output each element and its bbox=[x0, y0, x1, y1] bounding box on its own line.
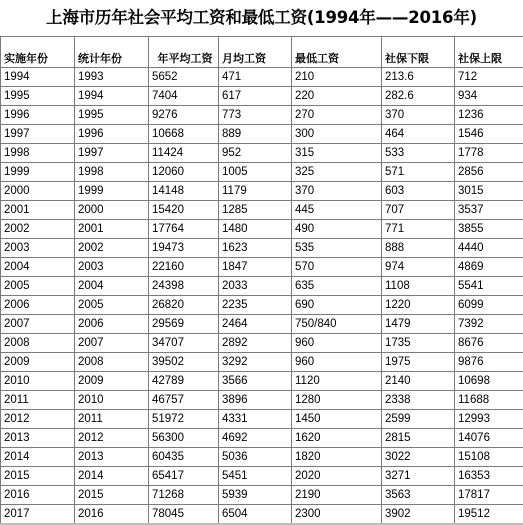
table-cell: 570 bbox=[292, 258, 382, 277]
table-cell: 2015 bbox=[1, 467, 75, 486]
table-cell: 2599 bbox=[382, 410, 455, 429]
table-cell: 533 bbox=[382, 144, 455, 163]
table-cell: 2017 bbox=[1, 505, 75, 525]
table-cell: 1998 bbox=[75, 163, 149, 182]
table-row bbox=[1, 106, 523, 125]
header-cell: 月均工资 bbox=[219, 37, 292, 68]
table-row bbox=[1, 182, 523, 201]
table-cell: 464 bbox=[382, 125, 455, 144]
wage-table bbox=[0, 36, 523, 525]
table-cell: 2020 bbox=[292, 467, 382, 486]
table-cell: 5939 bbox=[219, 486, 292, 505]
header-cell: 统计年份 bbox=[75, 37, 149, 68]
table-cell: 1975 bbox=[382, 353, 455, 372]
table-cell: 773 bbox=[219, 106, 292, 125]
table-cell: 370 bbox=[382, 106, 455, 125]
table-cell: 1999 bbox=[75, 182, 149, 201]
table-cell: 1735 bbox=[382, 334, 455, 353]
table-row bbox=[1, 239, 523, 258]
table-cell: 2007 bbox=[1, 315, 75, 334]
table-cell: 1994 bbox=[75, 87, 149, 106]
table-cell: 9276 bbox=[149, 106, 219, 125]
table-cell: 14148 bbox=[149, 182, 219, 201]
table-cell: 1994 bbox=[1, 68, 75, 87]
table-row bbox=[1, 334, 523, 353]
table-cell: 771 bbox=[382, 220, 455, 239]
table-cell: 2001 bbox=[1, 201, 75, 220]
table-cell: 3292 bbox=[219, 353, 292, 372]
table-cell: 19473 bbox=[149, 239, 219, 258]
table-row bbox=[1, 391, 523, 410]
header-cell: 最低工资 bbox=[292, 37, 382, 68]
table-cell: 2190 bbox=[292, 486, 382, 505]
table-cell: 6504 bbox=[219, 505, 292, 525]
table-cell: 974 bbox=[382, 258, 455, 277]
table-row bbox=[1, 448, 523, 467]
table-cell: 7392 bbox=[455, 315, 523, 334]
table-cell: 2013 bbox=[75, 448, 149, 467]
table-cell: 16353 bbox=[455, 467, 523, 486]
table-cell: 571 bbox=[382, 163, 455, 182]
table-cell: 2004 bbox=[1, 258, 75, 277]
table-cell: 10668 bbox=[149, 125, 219, 144]
table-cell: 635 bbox=[292, 277, 382, 296]
table-row bbox=[1, 258, 523, 277]
table-cell: 2002 bbox=[75, 239, 149, 258]
table-cell: 1120 bbox=[292, 372, 382, 391]
table-cell: 3566 bbox=[219, 372, 292, 391]
table-cell: 4331 bbox=[219, 410, 292, 429]
table-cell: 690 bbox=[292, 296, 382, 315]
table-cell: 2014 bbox=[1, 448, 75, 467]
table-cell: 712 bbox=[455, 68, 523, 87]
table-cell: 12993 bbox=[455, 410, 523, 429]
table-cell: 5652 bbox=[149, 68, 219, 87]
table-cell: 1280 bbox=[292, 391, 382, 410]
table-cell: 2002 bbox=[1, 220, 75, 239]
table-cell: 17817 bbox=[455, 486, 523, 505]
table-cell: 2003 bbox=[75, 258, 149, 277]
table-cell: 2300 bbox=[292, 505, 382, 525]
table-cell: 210 bbox=[292, 68, 382, 87]
table-cell: 1997 bbox=[1, 125, 75, 144]
table-cell: 1179 bbox=[219, 182, 292, 201]
table-row bbox=[1, 296, 523, 315]
header-cell: 社保下限 bbox=[382, 37, 455, 68]
table-cell: 960 bbox=[292, 334, 382, 353]
table-cell: 1620 bbox=[292, 429, 382, 448]
table-row bbox=[1, 429, 523, 448]
table-cell: 490 bbox=[292, 220, 382, 239]
table-cell: 3896 bbox=[219, 391, 292, 410]
table-cell: 1480 bbox=[219, 220, 292, 239]
table-row bbox=[1, 505, 523, 525]
table-row bbox=[1, 125, 523, 144]
table-cell: 15108 bbox=[455, 448, 523, 467]
table-cell: 1236 bbox=[455, 106, 523, 125]
table-cell: 2856 bbox=[455, 163, 523, 182]
table-cell: 2004 bbox=[75, 277, 149, 296]
table-cell: 1997 bbox=[75, 144, 149, 163]
table-cell: 9876 bbox=[455, 353, 523, 372]
table-cell: 6099 bbox=[455, 296, 523, 315]
table-cell: 3537 bbox=[455, 201, 523, 220]
table-cell: 8676 bbox=[455, 334, 523, 353]
table-cell: 300 bbox=[292, 125, 382, 144]
table-cell: 10698 bbox=[455, 372, 523, 391]
table-cell: 1108 bbox=[382, 277, 455, 296]
table-row bbox=[1, 372, 523, 391]
table-cell: 2464 bbox=[219, 315, 292, 334]
table-cell: 934 bbox=[455, 87, 523, 106]
table-cell: 1005 bbox=[219, 163, 292, 182]
table-cell: 3022 bbox=[382, 448, 455, 467]
table-cell: 282.6 bbox=[382, 87, 455, 106]
table-cell: 4869 bbox=[455, 258, 523, 277]
table-cell: 12060 bbox=[149, 163, 219, 182]
table-cell: 2815 bbox=[382, 429, 455, 448]
table-cell: 1479 bbox=[382, 315, 455, 334]
table-cell: 888 bbox=[382, 239, 455, 258]
table-cell: 220 bbox=[292, 87, 382, 106]
table-cell: 51972 bbox=[149, 410, 219, 429]
table-row bbox=[1, 315, 523, 334]
table-cell: 14076 bbox=[455, 429, 523, 448]
table-cell: 71268 bbox=[149, 486, 219, 505]
table-row bbox=[1, 87, 523, 106]
table-cell: 3902 bbox=[382, 505, 455, 525]
table-cell: 29569 bbox=[149, 315, 219, 334]
table-cell: 2015 bbox=[75, 486, 149, 505]
table-cell: 1220 bbox=[382, 296, 455, 315]
table-cell: 2010 bbox=[75, 391, 149, 410]
table-cell: 1998 bbox=[1, 144, 75, 163]
table-cell: 60435 bbox=[149, 448, 219, 467]
table-cell: 707 bbox=[382, 201, 455, 220]
table-cell: 56300 bbox=[149, 429, 219, 448]
table-row bbox=[1, 68, 523, 87]
header-cell: 年平均工资 bbox=[149, 37, 219, 68]
table-cell: 1993 bbox=[75, 68, 149, 87]
table-cell: 24398 bbox=[149, 277, 219, 296]
table-cell: 2003 bbox=[1, 239, 75, 258]
table-row bbox=[1, 144, 523, 163]
table-cell: 1995 bbox=[1, 87, 75, 106]
table-cell: 1623 bbox=[219, 239, 292, 258]
table-cell: 2892 bbox=[219, 334, 292, 353]
table-cell: 1847 bbox=[219, 258, 292, 277]
table-cell: 213.6 bbox=[382, 68, 455, 87]
table-cell: 750/840 bbox=[292, 315, 382, 334]
table-cell: 1996 bbox=[75, 125, 149, 144]
table-cell: 370 bbox=[292, 182, 382, 201]
table-cell: 315 bbox=[292, 144, 382, 163]
table-cell: 22160 bbox=[149, 258, 219, 277]
table-cell: 2010 bbox=[1, 372, 75, 391]
table-cell: 2005 bbox=[1, 277, 75, 296]
table-cell: 65417 bbox=[149, 467, 219, 486]
table-cell: 5451 bbox=[219, 467, 292, 486]
table-cell: 2338 bbox=[382, 391, 455, 410]
table-row bbox=[1, 486, 523, 505]
table-cell: 445 bbox=[292, 201, 382, 220]
table-cell: 4692 bbox=[219, 429, 292, 448]
table-cell: 2016 bbox=[1, 486, 75, 505]
table-cell: 2008 bbox=[1, 334, 75, 353]
table-cell: 3271 bbox=[382, 467, 455, 486]
table-cell: 2000 bbox=[75, 201, 149, 220]
table-cell: 46757 bbox=[149, 391, 219, 410]
table-cell: 2007 bbox=[75, 334, 149, 353]
table-cell: 5036 bbox=[219, 448, 292, 467]
table-cell: 42789 bbox=[149, 372, 219, 391]
table-cell: 2016 bbox=[75, 505, 149, 525]
table-cell: 2006 bbox=[1, 296, 75, 315]
page-title: 上海市历年社会平均工资和最低工资(1994年——2016年) bbox=[46, 8, 477, 27]
table-row bbox=[1, 467, 523, 486]
table-cell: 34707 bbox=[149, 334, 219, 353]
table-cell: 2013 bbox=[1, 429, 75, 448]
table-cell: 2009 bbox=[1, 353, 75, 372]
table-cell: 7404 bbox=[149, 87, 219, 106]
table-cell: 11424 bbox=[149, 144, 219, 163]
table-cell: 2001 bbox=[75, 220, 149, 239]
table-cell: 617 bbox=[219, 87, 292, 106]
table-cell: 2011 bbox=[1, 391, 75, 410]
table-row bbox=[1, 201, 523, 220]
table-cell: 535 bbox=[292, 239, 382, 258]
table-cell: 2000 bbox=[1, 182, 75, 201]
table-cell: 2012 bbox=[75, 429, 149, 448]
table-cell: 270 bbox=[292, 106, 382, 125]
table-cell: 325 bbox=[292, 163, 382, 182]
table-cell: 889 bbox=[219, 125, 292, 144]
table-cell: 603 bbox=[382, 182, 455, 201]
table-cell: 952 bbox=[219, 144, 292, 163]
table-cell: 1285 bbox=[219, 201, 292, 220]
table-cell: 1778 bbox=[455, 144, 523, 163]
table-cell: 3855 bbox=[455, 220, 523, 239]
table-row bbox=[1, 163, 523, 182]
table-cell: 78045 bbox=[149, 505, 219, 525]
table-cell: 39502 bbox=[149, 353, 219, 372]
table-row bbox=[1, 220, 523, 239]
table-cell: 3015 bbox=[455, 182, 523, 201]
table-cell: 2012 bbox=[1, 410, 75, 429]
table-cell: 1820 bbox=[292, 448, 382, 467]
table-cell: 1999 bbox=[1, 163, 75, 182]
table-cell: 2006 bbox=[75, 315, 149, 334]
table-cell: 2009 bbox=[75, 372, 149, 391]
table-row bbox=[1, 277, 523, 296]
table-cell: 2014 bbox=[75, 467, 149, 486]
table-cell: 1996 bbox=[1, 106, 75, 125]
table-cell: 4440 bbox=[455, 239, 523, 258]
table-row bbox=[1, 410, 523, 429]
table-cell: 1546 bbox=[455, 125, 523, 144]
table-cell: 2033 bbox=[219, 277, 292, 296]
table-cell: 960 bbox=[292, 353, 382, 372]
table-cell: 2005 bbox=[75, 296, 149, 315]
table-cell: 11688 bbox=[455, 391, 523, 410]
table-cell: 19512 bbox=[455, 505, 523, 525]
table-cell: 471 bbox=[219, 68, 292, 87]
header-cell: 实施年份 bbox=[1, 37, 75, 68]
table-cell: 15420 bbox=[149, 201, 219, 220]
table-cell: 5541 bbox=[455, 277, 523, 296]
table-cell: 2008 bbox=[75, 353, 149, 372]
table-cell: 2011 bbox=[75, 410, 149, 429]
header-cell: 社保上限 bbox=[455, 37, 523, 68]
header-row bbox=[1, 37, 523, 68]
table-cell: 1995 bbox=[75, 106, 149, 125]
table-cell: 2140 bbox=[382, 372, 455, 391]
table-cell: 1450 bbox=[292, 410, 382, 429]
table-cell: 2235 bbox=[219, 296, 292, 315]
table-cell: 17764 bbox=[149, 220, 219, 239]
table-cell: 3563 bbox=[382, 486, 455, 505]
table-cell: 26820 bbox=[149, 296, 219, 315]
table-row bbox=[1, 353, 523, 372]
